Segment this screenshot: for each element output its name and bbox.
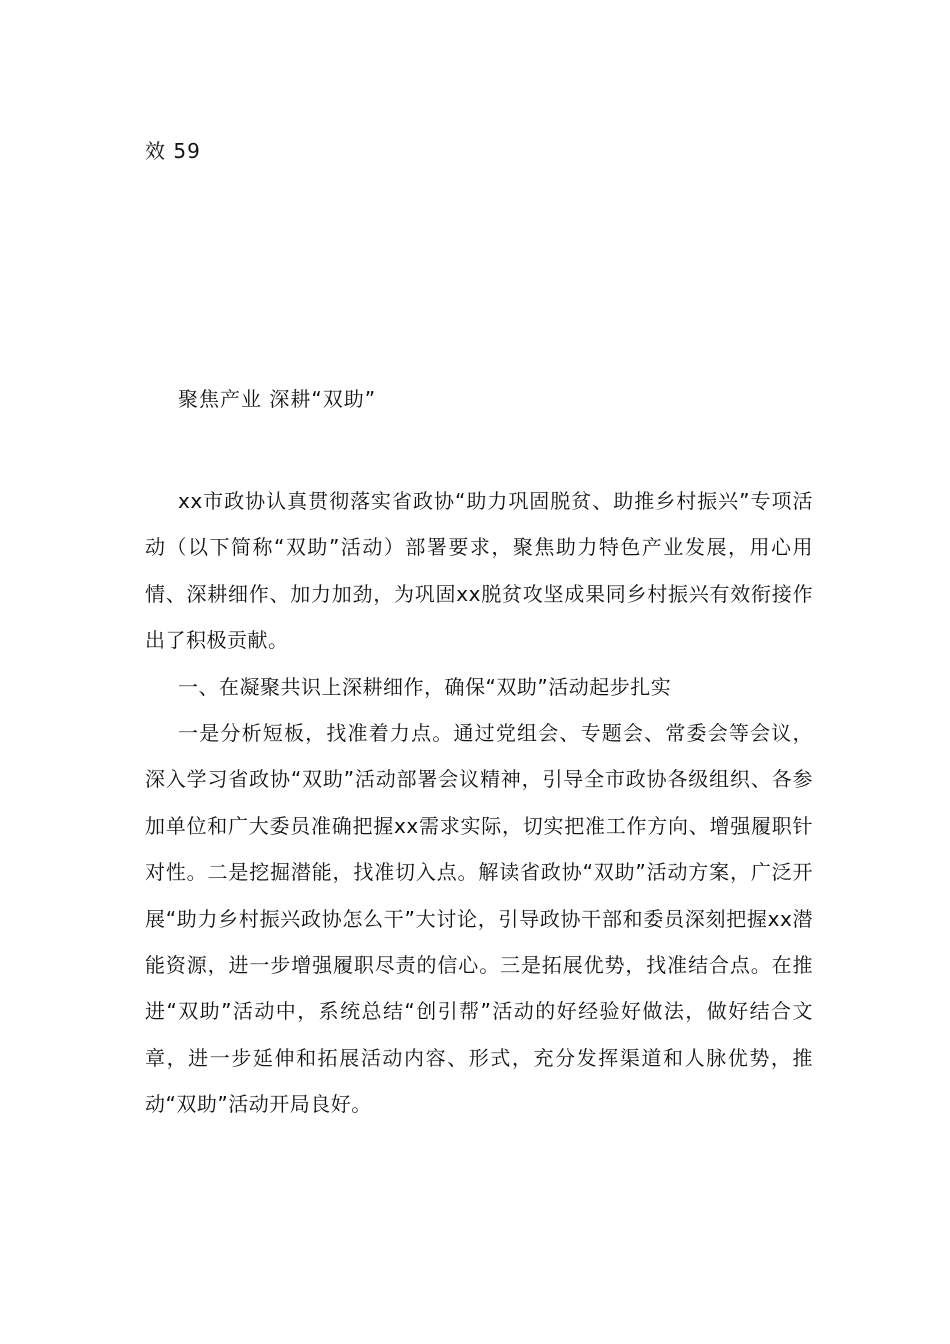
subheading-paragraph: 一、在凝聚共识上深耕细作，确保“双助”活动起步扎实 — [178, 674, 672, 699]
intro-paragraph: xx市政协认真贯彻落实省政协“助力巩固脱贫、助推乡村振兴”专项活动（以下简称“双助”活动）部署要求，聚焦助力特色产业发展，用心用情、深耕细作、加力加劲，为巩固xx脱贫攻坚成果同乡村振兴有效衔接作出了积极贡献。 — [145, 489, 813, 653]
article-body — [145, 478, 813, 1128]
section-title: 聚焦产业 深耕“双助” — [178, 387, 377, 411]
page-header-fragment: 效 59 — [145, 139, 201, 163]
detail-paragraph: 一是分析短板，找准着力点。通过党组会、专题会、常委会等会议，深入学习省政协“双助”活动部署会议精神，引导全市政协各级组织、各参加单位和广大委员准确把握xx需求实际，切实把准工作方向、增强履职针对性。二是挖掘潜能，找准切入点。解读省政协“双助”活动方案，广泛开展“助力乡村振兴政协怎么干”大讨论，引导政协干部和委员深刻把握xx潜能资源，进一步增强履职尽责的信心。三是拓展优势，找准结合点。在推进“双助”活动中，系统总结“创引帮”活动的好经验好做法，做好结合文章，进一步延伸和拓展活动内容、形式，充分发挥渠道和人脉优势，推动“双助”活动开局良好。 — [145, 721, 813, 1117]
